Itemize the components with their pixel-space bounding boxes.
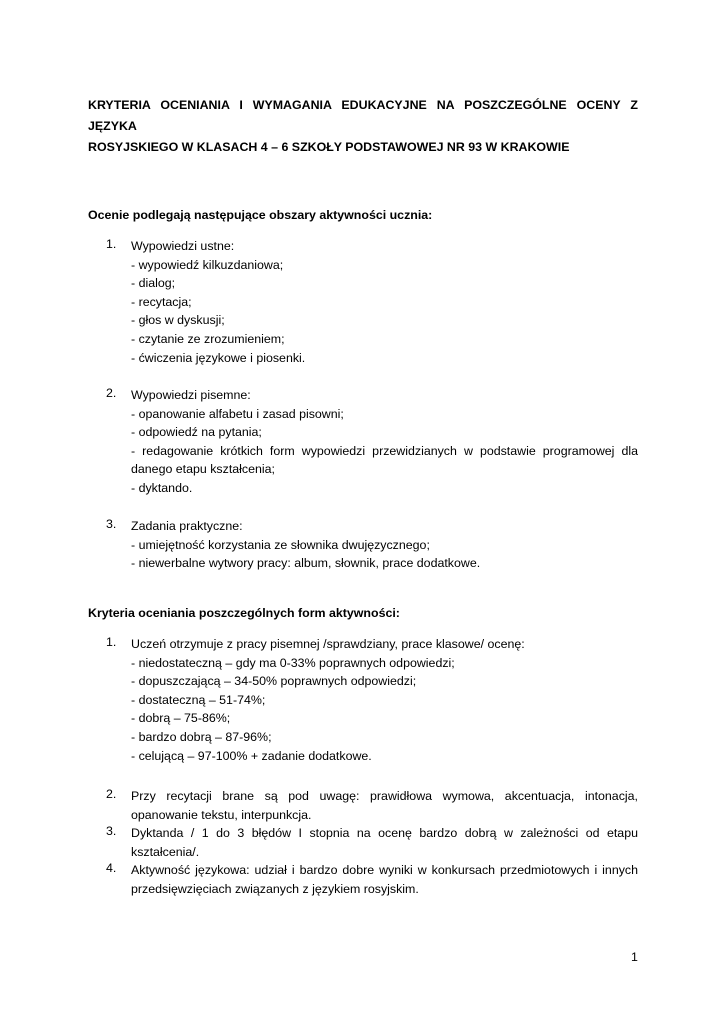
list-line: - odpowiedź na pytania; <box>131 425 262 440</box>
page-number: 1 <box>631 950 638 964</box>
list-line: - niewerbalne wytwory pracy: album, słownik, prace dodatkowe. <box>131 556 481 571</box>
list-line: - niedostateczną – gdy ma 0-33% poprawnych odpowiedzi; <box>131 655 455 670</box>
areas-list <box>88 237 638 367</box>
list-number: 3. <box>106 824 117 839</box>
list-line: opanowanie tekstu, interpunkcja. <box>131 807 312 822</box>
list-line: - recytacja; <box>131 294 192 309</box>
list-line: - redagowanie krótkich form wypowiedzi przewidzianych w podstawie programowej dla <box>131 443 638 458</box>
list-line: - opanowanie alfabetu i zasad pisowni; <box>131 406 344 421</box>
list-number: 1. <box>106 635 117 649</box>
list-line: Przy recytacji brane są pod uwagę: prawidłowa wymowa, akcentuacja, intonacja, <box>131 789 638 803</box>
criteria-list <box>88 635 638 765</box>
list-item <box>88 824 638 861</box>
list-item <box>88 517 638 573</box>
list-number: 1. <box>106 237 117 251</box>
list-line: przedsięwzięciach związanych z językiem rosyjskim. <box>131 881 419 896</box>
areas-list-3 <box>88 517 638 573</box>
areas-list-2 <box>88 386 638 498</box>
section-heading-criteria: Kryteria oceniania poszczególnych form aktywności: <box>88 606 400 620</box>
list-item <box>88 861 638 898</box>
list-line: - ćwiczenia językowe i piosenki. <box>131 350 306 365</box>
list-item <box>88 237 638 367</box>
list-item <box>88 635 638 765</box>
list-item <box>88 386 638 498</box>
title-line-2: ROSYJSKIEGO W KLASACH 4 – 6 SZKOŁY PODSTAWOWEJ NR 93 W KRAKOWIE <box>88 140 570 154</box>
list-line: - celującą – 97-100% + zadanie dodatkowe. <box>131 748 372 763</box>
list-line: Wypowiedzi ustne: <box>131 239 235 253</box>
list-line: Uczeń otrzymuje z pracy pisemnej /sprawdziany, prace klasowe/ ocenę: <box>131 637 525 651</box>
list-line: - dialog; <box>131 276 176 291</box>
list-line: danego etapu kształcenia; <box>131 462 275 477</box>
list-number: 4. <box>106 861 117 876</box>
section-heading-areas: Ocenie podlegają następujące obszary aktywności ucznia: <box>88 208 433 222</box>
list-line: Dyktanda / 1 do 3 błędów I stopnia na ocenę bardzo dobrą w zależności od etapu <box>131 826 638 841</box>
list-number: 3. <box>106 517 117 531</box>
list-line: - dyktando. <box>131 480 193 495</box>
list-line: Zadania praktyczne: <box>131 519 243 533</box>
list-line: - dobrą – 75-86%; <box>131 711 231 726</box>
list-line: - bardzo dobrą – 87-96%; <box>131 729 272 744</box>
list-number: 2. <box>106 787 117 801</box>
criteria-list-2 <box>88 787 638 899</box>
list-line: Wypowiedzi pisemne: <box>131 388 251 402</box>
list-line: Aktywność językowa: udział i bardzo dobre wyniki w konkursach przedmiotowych i innych <box>131 863 638 878</box>
list-line: kształcenia/. <box>131 844 200 859</box>
list-item <box>88 787 638 824</box>
list-number: 2. <box>106 386 117 400</box>
document-title <box>88 95 638 158</box>
title-line-1: KRYTERIA OCENIANIA I WYMAGANIA EDUKACYJNE NA POSZCZEGÓLNE OCENY Z JĘZYKA <box>88 98 638 133</box>
list-line: - umiejętność korzystania ze słownika dwujęzycznego; <box>131 537 430 552</box>
list-line: - dopuszczającą – 34-50% poprawnych odpowiedzi; <box>131 674 417 689</box>
list-line: - wypowiedź kilkuzdaniowa; <box>131 257 284 272</box>
list-line: - głos w dyskusji; <box>131 313 225 328</box>
list-line: - dostateczną – 51-74%; <box>131 692 266 707</box>
list-line: - czytanie ze zrozumieniem; <box>131 331 285 346</box>
